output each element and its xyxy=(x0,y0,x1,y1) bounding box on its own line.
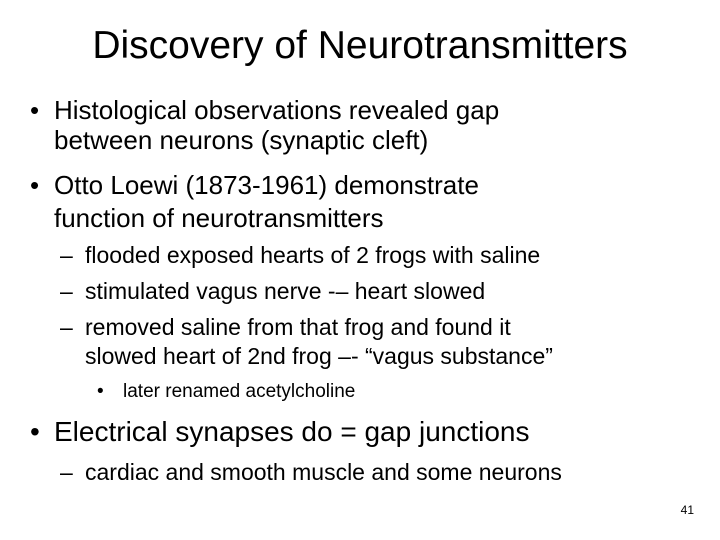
bullet-3 xyxy=(0,415,720,449)
bullet-marker: • xyxy=(30,95,40,125)
sub-bullet-marker: – xyxy=(60,242,73,268)
sub-sub-bullet-text: later renamed acetylcholine xyxy=(123,381,356,402)
sub-bullet-marker: – xyxy=(60,459,73,485)
sub-bullet-text: stimulated vagus nerve -– heart slowed xyxy=(85,278,486,304)
sub-bullet-text-line1: removed saline from that frog and found it xyxy=(85,314,511,340)
bullet-marker: • xyxy=(30,170,40,200)
bullet-2 xyxy=(0,170,720,233)
sub-bullet-text-line2: slowed heart of 2nd frog –- “vagus substance” xyxy=(85,343,553,369)
sub-sub-bullet-marker: • xyxy=(97,381,104,402)
sub-bullet-marker: – xyxy=(60,314,73,340)
sub-bullet-3 xyxy=(0,310,720,372)
bullet-text-line1: Histological observations revealed gap xyxy=(54,95,500,125)
slide-title: Discovery of Neurotransmitters xyxy=(92,24,628,67)
sub-bullet-1 xyxy=(0,238,720,273)
bullet-text: Electrical synapses do = gap junctions xyxy=(54,416,530,447)
bullet-marker: • xyxy=(30,416,40,447)
sub-bullet-marker: – xyxy=(60,278,73,304)
sub-bullet-2 xyxy=(0,274,720,309)
sub-bullet-text: flooded exposed hearts of 2 frogs with saline xyxy=(85,242,541,268)
sub-bullet-4 xyxy=(0,455,720,490)
page-number: 41 xyxy=(680,503,694,517)
sub-sub-bullet xyxy=(0,380,720,404)
bullet-text-line2: function of neurotransmitters xyxy=(54,203,384,233)
bullet-text-line2: between neurons (synaptic cleft) xyxy=(54,125,429,155)
sub-bullet-text: cardiac and smooth muscle and some neurons xyxy=(85,459,562,485)
bullet-1 xyxy=(0,95,720,155)
bullet-text-line1: Otto Loewi (1873-1961) demonstrate xyxy=(54,170,479,200)
